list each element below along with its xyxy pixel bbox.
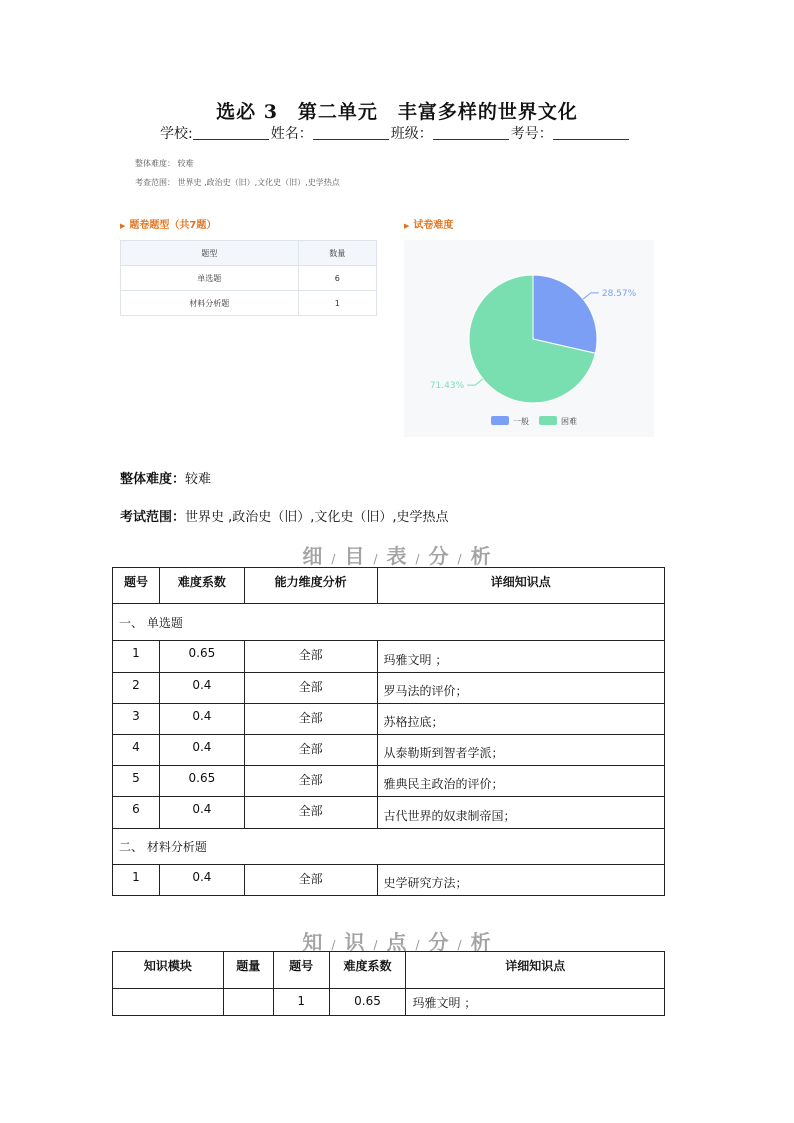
slash-separator: / <box>415 938 421 952</box>
header-cell: 详细知识点 <box>377 568 664 604</box>
legend-swatch <box>491 416 509 425</box>
scope-summary <box>120 506 449 525</box>
detail-table <box>112 567 665 896</box>
table-row <box>113 735 665 766</box>
count-cell: 1 <box>298 291 376 316</box>
count-cell: 6 <box>298 266 376 291</box>
difficulty-cell: 0.65 <box>329 989 406 1016</box>
heading-char: 析 <box>470 930 492 954</box>
heading-char: 点 <box>386 930 408 954</box>
difficulty-pie-chart <box>404 240 654 437</box>
number-cell: 3 <box>113 704 160 735</box>
school-blank <box>193 125 269 140</box>
table-row <box>121 266 377 291</box>
header-cell: 难度系数 <box>329 952 406 989</box>
table-row <box>113 641 665 673</box>
difficulty-section-title <box>404 216 453 231</box>
slash-separator: / <box>373 938 379 952</box>
ability-cell: 全部 <box>244 735 377 766</box>
header-cell: 能力维度分析 <box>244 568 377 604</box>
class-label: 班级： <box>390 126 433 142</box>
slash-separator: / <box>415 552 421 566</box>
slash-separator: / <box>457 552 463 566</box>
heading-char: 表 <box>386 544 408 568</box>
knowledge-table <box>112 951 665 1016</box>
name-label: 姓名： <box>270 126 313 142</box>
types-section-title <box>120 216 216 231</box>
heading-char: 知 <box>302 930 324 954</box>
difficulty-cell: 0.4 <box>159 735 244 766</box>
detail-analysis-heading <box>0 540 794 569</box>
types-section-label: 题卷题型（共7题） <box>129 220 217 231</box>
legend-label: 困难 <box>561 417 577 426</box>
legend-swatch <box>539 416 557 425</box>
difficulty-summary <box>120 468 211 487</box>
ability-cell: 全部 <box>244 865 377 896</box>
number-cell: 2 <box>113 673 160 704</box>
slash-separator: / <box>457 938 463 952</box>
header-cell: 题型 <box>121 241 299 266</box>
table-row <box>113 766 665 797</box>
class-blank <box>433 125 509 140</box>
table-row <box>121 291 377 316</box>
detail-header-row <box>113 568 665 604</box>
number-cell: 1 <box>113 865 160 896</box>
number-cell: 5 <box>113 766 160 797</box>
knowledge-cell: 苏格拉底； <box>377 704 664 735</box>
table-row <box>113 704 665 735</box>
question-types-table <box>120 240 377 316</box>
leader-line <box>467 379 483 385</box>
knowledge-cell: 玛雅文明 ； <box>406 989 665 1016</box>
scope-summary-value: 世界史 ,政治史（旧）,文化史（旧）,史学热点 <box>185 510 449 525</box>
knowledge-cell: 古代世界的奴隶制帝国； <box>377 797 664 829</box>
type-cell: 单选题 <box>121 266 299 291</box>
ability-cell: 全部 <box>244 766 377 797</box>
table-header-row <box>121 241 377 266</box>
leader-line <box>583 293 599 299</box>
knowledge-cell: 雅典民主政治的评价； <box>377 766 664 797</box>
number-blank <box>553 125 629 140</box>
heading-char: 分 <box>428 544 450 568</box>
triangle-bullet-icon: ▶ <box>120 222 126 230</box>
table-row <box>113 865 665 896</box>
ability-cell: 全部 <box>244 641 377 673</box>
number-cell: 1 <box>113 641 160 673</box>
triangle-bullet-icon: ▶ <box>404 222 410 230</box>
difficulty-chart-panel <box>404 240 654 437</box>
header-cell: 难度系数 <box>159 568 244 604</box>
ability-cell: 全部 <box>244 704 377 735</box>
heading-char: 目 <box>344 544 366 568</box>
knowledge-cell: 玛雅文明 ； <box>377 641 664 673</box>
header-cell: 数量 <box>298 241 376 266</box>
number-label: 考号： <box>510 126 553 142</box>
small-scope: 考查范围： 世界史 ,政治史（旧）,文化史（旧）,史学热点 <box>135 178 340 187</box>
school-label: 学校: <box>160 126 193 142</box>
difficulty-cell: 0.4 <box>159 797 244 829</box>
difficulty-cell: 0.4 <box>159 704 244 735</box>
table-row <box>113 673 665 704</box>
name-blank <box>313 125 389 140</box>
heading-char: 分 <box>428 930 450 954</box>
heading-char: 析 <box>470 544 492 568</box>
type-cell: 材料分析题 <box>121 291 299 316</box>
difficulty-cell: 0.65 <box>159 766 244 797</box>
difficulty-cell: 0.4 <box>159 865 244 896</box>
scope-summary-label: 考试范围： <box>120 510 186 525</box>
student-info-line <box>160 123 631 143</box>
small-difficulty: 整体难度： 较难 <box>135 159 194 168</box>
table-row <box>113 989 665 1016</box>
number-cell: 1 <box>273 989 329 1016</box>
header-cell: 题号 <box>113 568 160 604</box>
section-title: 一、 单选题 <box>113 604 665 641</box>
legend-label: 一般 <box>513 417 529 426</box>
section-title: 二、 材料分析题 <box>113 829 665 865</box>
page-title: 选必 3 第二单元 丰富多样的世界文化 <box>216 101 578 123</box>
slash-separator: / <box>373 552 379 566</box>
header-cell: 题号 <box>273 952 329 989</box>
knowledge-cell: 从泰勒斯到智者学派； <box>377 735 664 766</box>
knowledge-header-row <box>113 952 665 989</box>
count-cell <box>223 989 273 1016</box>
knowledge-cell: 罗马法的评价； <box>377 673 664 704</box>
difficulty-summary-label: 整体难度： <box>120 472 186 487</box>
difficulty-cell: 0.4 <box>159 673 244 704</box>
header-cell: 知识模块 <box>113 952 224 989</box>
number-cell: 4 <box>113 735 160 766</box>
ability-cell: 全部 <box>244 673 377 704</box>
section-row <box>113 829 665 865</box>
difficulty-summary-value: 较难 <box>185 472 212 487</box>
heading-char: 识 <box>344 930 366 954</box>
ability-cell: 全部 <box>244 797 377 829</box>
pie-value-label: 71.43% <box>429 381 465 392</box>
difficulty-cell: 0.65 <box>159 641 244 673</box>
knowledge-cell: 史学研究方法； <box>377 865 664 896</box>
slash-separator: / <box>331 938 337 952</box>
pie-value-label: 28.57% <box>601 288 637 299</box>
section-row <box>113 604 665 641</box>
heading-char: 细 <box>302 544 324 568</box>
table-row <box>113 797 665 829</box>
header-cell: 详细知识点 <box>406 952 665 989</box>
header-cell: 题量 <box>223 952 273 989</box>
module-cell <box>113 989 224 1016</box>
number-cell: 6 <box>113 797 160 829</box>
difficulty-section-label: 试卷难度 <box>413 220 454 231</box>
slash-separator: / <box>331 552 337 566</box>
